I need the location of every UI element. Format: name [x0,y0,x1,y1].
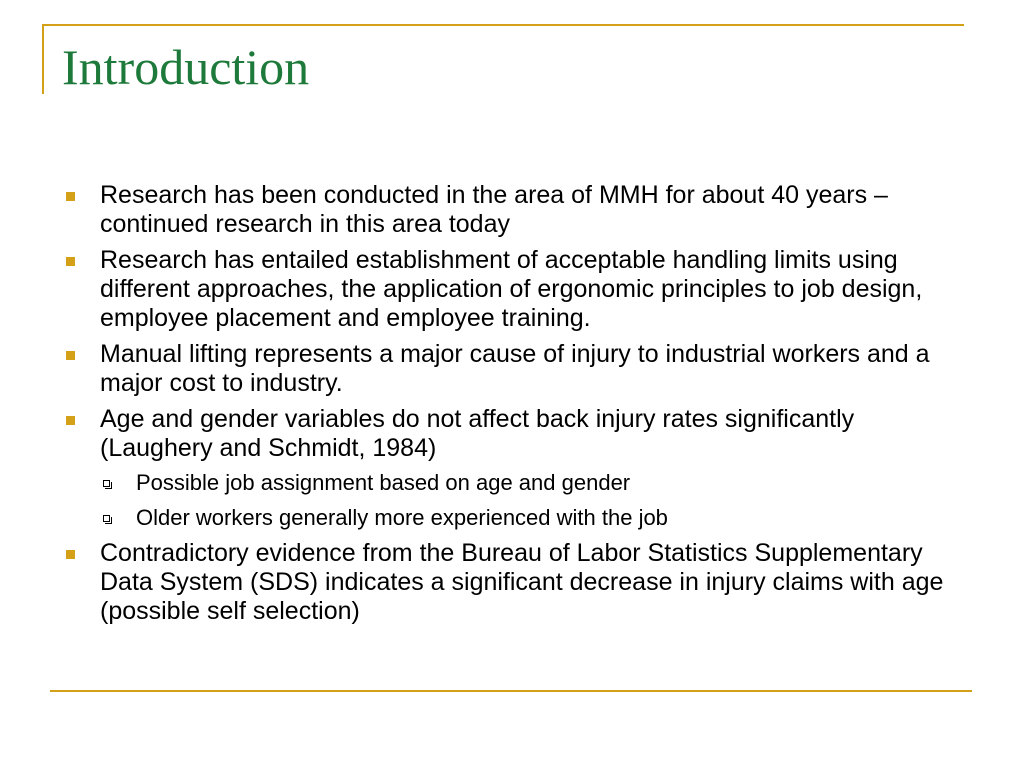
square-bullet-icon [66,416,75,425]
bullet-item [62,405,962,531]
sub-bullet-item [100,469,962,496]
bullet-item [62,340,962,398]
bullet-list [62,181,962,633]
square-bullet-icon [66,192,75,201]
bullet-item [62,539,962,626]
square-bullet-icon [66,257,75,266]
sub-bullet-text: Older workers generally more experienced with the job [136,505,668,530]
hollow-square-bullet-icon [103,480,110,487]
bullet-text: Manual lifting represents a major cause of injury to industrial workers and a major cost to industry. [100,340,930,397]
bullet-text: Research has been conducted in the area of MMH for about 40 years – continued research in this area today [100,181,888,238]
frame-top-line [42,24,964,26]
frame-bottom-line [50,690,972,692]
sub-bullet-item [100,504,962,531]
sub-bullet-text: Possible job assignment based on age and gender [136,470,631,495]
square-bullet-icon [66,351,75,360]
bullet-text: Age and gender variables do not affect back injury rates significantly (Laughery and Schmidt, 1984) [100,405,855,462]
bullet-text: Contradictory evidence from the Bureau of Labor Statistics Supplementary Data System (SDS) indicates a significant decrease in injury claims with age (possible self selection) [100,539,944,625]
bullet-item [62,181,962,239]
hollow-square-bullet-icon [103,515,110,522]
slide-title: Introduction [62,39,310,95]
square-bullet-icon [66,550,75,559]
frame-left-line [42,24,44,94]
bullet-text: Research has entailed establishment of acceptable handling limits using different approaches, the application of ergonomic principles to job design, employee placement and employee training. [100,246,923,332]
bullet-item [62,246,962,333]
sub-bullet-list [62,469,962,531]
